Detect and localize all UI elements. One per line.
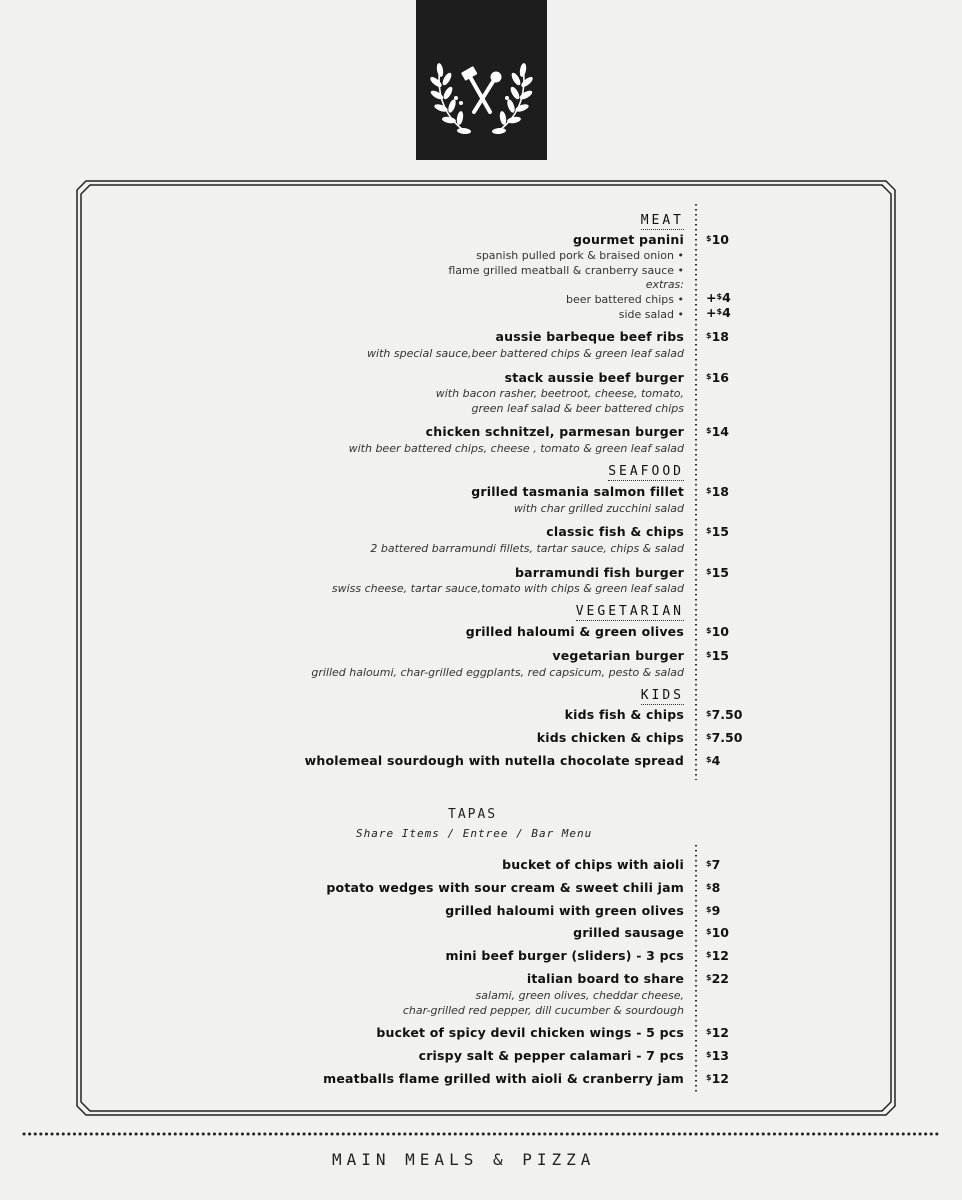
item-description: grilled haloumi, char-grilled eggplants, red capsicum, pesto & salad <box>311 666 684 679</box>
extras-label: extras: <box>645 278 684 291</box>
section-title-vegetarian: VEGETARIAN <box>575 604 684 619</box>
item-name: crispy salt & pepper calamari - 7 pcs <box>418 1048 684 1063</box>
item-name: mini beef burger (sliders) - 3 pcs <box>445 948 684 963</box>
section-title-tapas: TAPAS <box>448 807 498 822</box>
item-price: $12 <box>706 948 729 963</box>
item-price: $18 <box>706 484 729 499</box>
laurel-logo-icon <box>416 0 547 160</box>
item-description: 2 battered barramundi fillets, tartar sauce, chips & salad <box>370 542 684 555</box>
item-price: $8 <box>706 880 721 895</box>
item-name: bucket of spicy devil chicken wings - 5 pcs <box>376 1025 684 1040</box>
item-price: $14 <box>706 424 729 439</box>
section-subtitle-tapas: Share Items / Entree / Bar Menu <box>356 827 593 840</box>
item-name: italian board to share <box>526 971 684 986</box>
extra-option: beer battered chips • <box>566 293 684 306</box>
item-price: $15 <box>706 565 729 580</box>
item-price: $16 <box>706 370 729 385</box>
item-price: $15 <box>706 524 729 539</box>
item-description: char-grilled red pepper, dill cucumber & sourdough <box>402 1004 684 1017</box>
item-name: vegetarian burger <box>552 648 684 663</box>
item-name: grilled haloumi with green olives <box>445 903 684 918</box>
item-price: $9 <box>706 903 721 918</box>
item-description: salami, green olives, cheddar cheese, <box>475 989 684 1002</box>
item-name: grilled haloumi & green olives <box>465 624 684 639</box>
item-price: $18 <box>706 329 729 344</box>
item-description: green leaf salad & beer battered chips <box>471 402 684 415</box>
item-name: grilled sausage <box>573 925 684 940</box>
item-option: flame grilled meatball & cranberry sauce • <box>448 264 684 277</box>
item-name: classic fish & chips <box>546 524 684 539</box>
item-name: wholemeal sourdough with nutella chocolate spread <box>304 753 684 768</box>
item-name: meatballs flame grilled with aioli & cranberry jam <box>323 1071 684 1086</box>
item-name: bucket of chips with aioli <box>502 857 684 872</box>
item-name: kids chicken & chips <box>536 730 684 745</box>
item-price: $15 <box>706 648 729 663</box>
item-price: $10 <box>706 624 729 639</box>
item-name: grilled tasmania salmon fillet <box>471 484 684 499</box>
item-description: with beer battered chips, cheese , tomato & green leaf salad <box>348 442 684 455</box>
footer-dotted-rule <box>22 1131 942 1137</box>
item-name: chicken schnitzel, parmesan burger <box>425 424 684 439</box>
item-price: $12 <box>706 1071 729 1086</box>
item-price: $7 <box>706 857 721 872</box>
extra-price: +$4 <box>706 290 731 305</box>
menu-frame <box>76 180 896 1116</box>
item-price: $7.50 <box>706 730 743 745</box>
item-name: kids fish & chips <box>564 707 684 722</box>
item-price: $7.50 <box>706 707 743 722</box>
item-name: barramundi fish burger <box>515 565 684 580</box>
extra-option: side salad • <box>618 308 684 321</box>
item-name: aussie barbeque beef ribs <box>495 329 684 344</box>
item-description: with special sauce,beer battered chips & green leaf salad <box>367 347 684 360</box>
item-name: gourmet panini <box>573 232 684 247</box>
section-title-meat: MEAT <box>640 213 684 228</box>
item-price: $4 <box>706 753 721 768</box>
item-price: $13 <box>706 1048 729 1063</box>
item-price: $12 <box>706 1025 729 1040</box>
next-page-title: MAIN MEALS & PIZZA <box>332 1150 596 1169</box>
section-title-kids: KIDS <box>640 688 684 703</box>
section-title-seafood: SEAFOOD <box>608 464 684 479</box>
item-price: $10 <box>706 232 729 247</box>
currency-symbol: $ <box>706 234 712 243</box>
item-price: $22 <box>706 971 729 986</box>
logo-badge <box>416 0 547 160</box>
item-description: swiss cheese, tartar sauce,tomato with chips & green leaf salad <box>331 582 684 595</box>
extra-price: +$4 <box>706 305 731 320</box>
item-description: with char grilled zucchini salad <box>513 502 684 515</box>
item-name: potato wedges with sour cream & sweet chili jam <box>326 880 684 895</box>
item-description: with bacon rasher, beetroot, cheese, tomato, <box>435 387 684 400</box>
item-option: spanish pulled pork & braised onion • <box>476 249 684 262</box>
item-price: $10 <box>706 925 729 940</box>
item-name: stack aussie beef burger <box>504 370 684 385</box>
